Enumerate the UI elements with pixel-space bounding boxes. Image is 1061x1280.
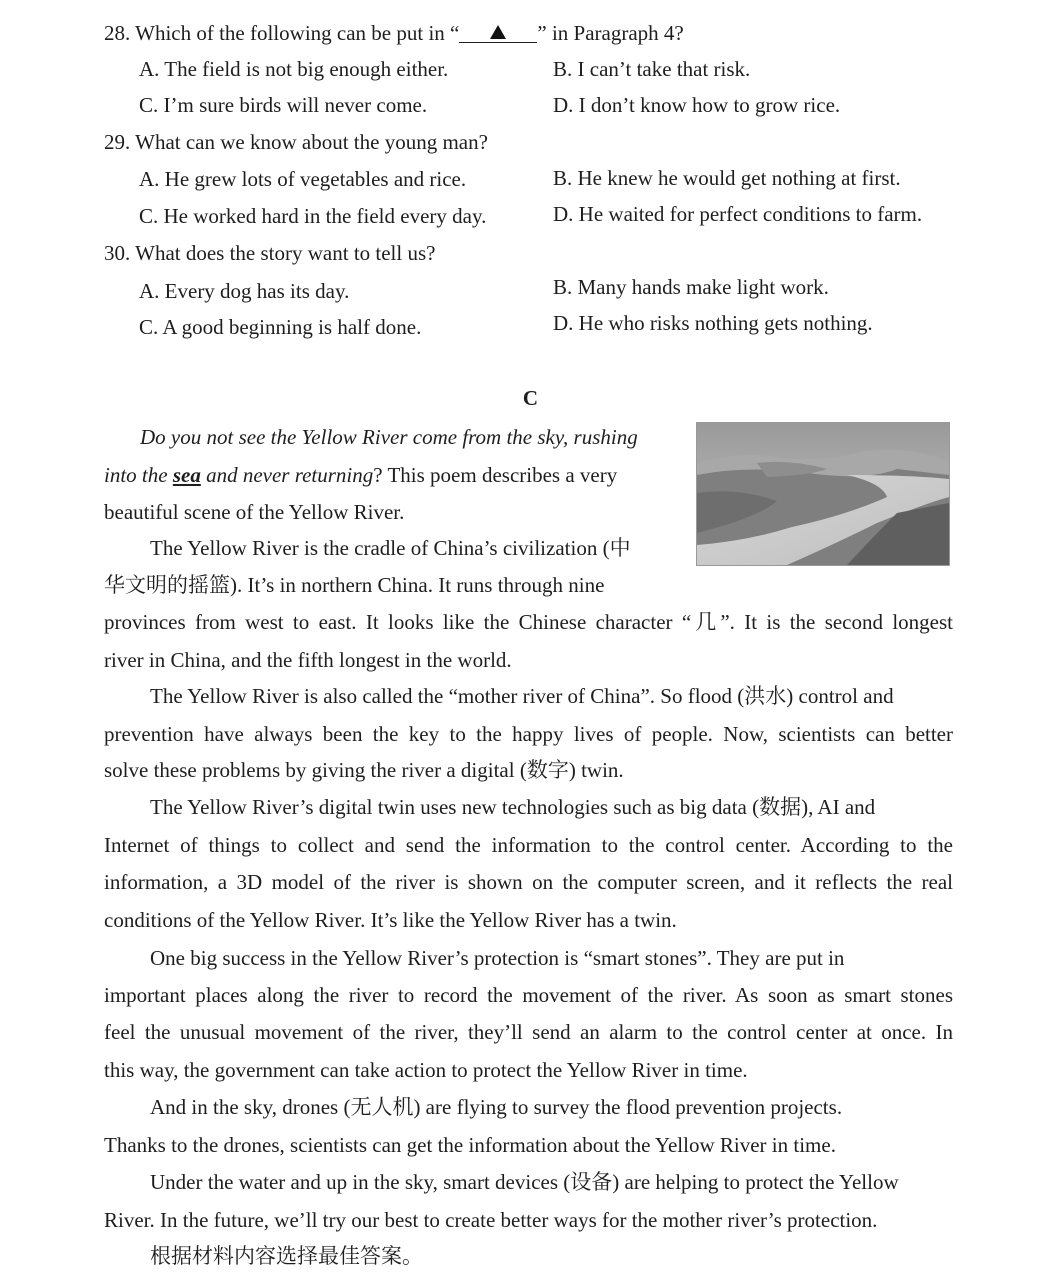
paragraph-5-line: feel the unusual movement of the river, they’ll send an alarm to the control center at once. In	[104, 1020, 953, 1044]
paragraph-5-line: One big success in the Yellow River’s protection is “smart stones”. They are put in	[150, 946, 845, 970]
option-30-d: D. He who risks nothing gets nothing.	[553, 311, 873, 335]
option-29-b: B. He knew he would get nothing at first.	[553, 166, 901, 190]
option-28-c: C. I’m sure birds will never come.	[139, 93, 428, 117]
paragraph-2-line: provinces from west to east. It looks like the Chinese character “几”. It is the second longest	[104, 610, 953, 634]
underlined-word: sea	[172, 463, 201, 487]
paragraph-5-line: this way, the government can take action to protect the Yellow River in time.	[104, 1058, 748, 1082]
river-landscape-image	[697, 423, 949, 565]
question-number: 28.	[104, 21, 131, 45]
poem-text: Do you not see the Yellow River come from the sky, rushing	[140, 425, 638, 449]
paragraph-5-line: important places along the river to record the movement of the river. As soon as smart stones	[104, 983, 953, 1007]
paragraph-4-line: information, a 3D model of the river is shown on the computer screen, and it reflects the real	[104, 870, 953, 894]
paragraph-3-line: The Yellow River is also called the “mother river of China”. So flood (洪水) control and	[150, 684, 894, 708]
question-number: 30.	[104, 241, 131, 265]
paragraph-4-line: conditions of the Yellow River. It’s like the Yellow River has a twin.	[104, 908, 677, 932]
paragraph-6-line: Thanks to the drones, scientists can get the information about the Yellow River in time.	[104, 1133, 836, 1157]
option-29-c: C. He worked hard in the field every day.	[139, 204, 487, 228]
section-title: C	[522, 386, 539, 410]
paragraph-3-line: prevention have always been the key to the happy lives of people. Now, scientists can better	[104, 722, 953, 746]
paragraph-6-line: And in the sky, drones (无人机) are flying to survey the flood prevention projects.	[150, 1095, 843, 1119]
paragraph-1-line-3: beautiful scene of the Yellow River.	[104, 500, 405, 524]
paragraph-2-line: river in China, and the fifth longest in the world.	[104, 648, 512, 672]
paragraph-3-line: solve these problems by giving the river a digital (数字) twin.	[104, 758, 624, 782]
option-29-a: A. He grew lots of vegetables and rice.	[139, 167, 467, 191]
paragraph-2-line: The Yellow River is the cradle of China’s civilization (中	[150, 536, 631, 560]
option-30-a: A. Every dog has its day.	[139, 279, 350, 303]
answer-blank	[459, 24, 537, 43]
question-stem: What can we know about the young man?	[135, 130, 488, 154]
poem-text: into the	[104, 463, 173, 487]
intro-text: ? This poem describes a very	[373, 463, 618, 487]
option-28-d: D. I don’t know how to grow rice.	[553, 93, 841, 117]
question-stem: What does the story want to tell us?	[135, 241, 436, 265]
triangle-icon	[490, 25, 506, 39]
paragraph-4-line: The Yellow River’s digital twin uses new technologies such as big data (数据), AI and	[150, 795, 876, 819]
option-30-b: B. Many hands make light work.	[553, 275, 829, 299]
question-number: 29.	[104, 130, 131, 154]
poem-text: and never returning	[200, 463, 374, 487]
instruction-text: 根据材料内容选择最佳答案。	[150, 1244, 423, 1268]
option-29-d: D. He waited for perfect conditions to farm.	[553, 202, 923, 226]
poem-line-2	[104, 463, 617, 487]
question-stem-before: Which of the following can be put in “	[135, 21, 460, 45]
option-28-a: A. The field is not big enough either.	[139, 57, 449, 81]
question-28-stem	[104, 21, 684, 45]
paragraph-7-line: Under the water and up in the sky, smart devices (设备) are helping to protect the Yellow	[150, 1170, 899, 1194]
question-29-stem	[104, 130, 488, 154]
paragraph-7-line: River. In the future, we’ll try our best to create better ways for the mother river’s protection.	[104, 1208, 878, 1232]
paragraph-4-line: Internet of things to collect and send the information to the control center. According to the	[104, 833, 953, 857]
paragraph-2-line: 华文明的摇篮). It’s in northern China. It runs through nine	[104, 573, 605, 597]
question-30-stem	[104, 241, 435, 265]
option-30-c: C. A good beginning is half done.	[139, 315, 422, 339]
poem-line-1	[140, 425, 638, 449]
option-28-b: B. I can’t take that risk.	[553, 57, 751, 81]
question-stem-after: ” in Paragraph 4?	[537, 21, 684, 45]
yellow-river-photo	[696, 422, 950, 566]
